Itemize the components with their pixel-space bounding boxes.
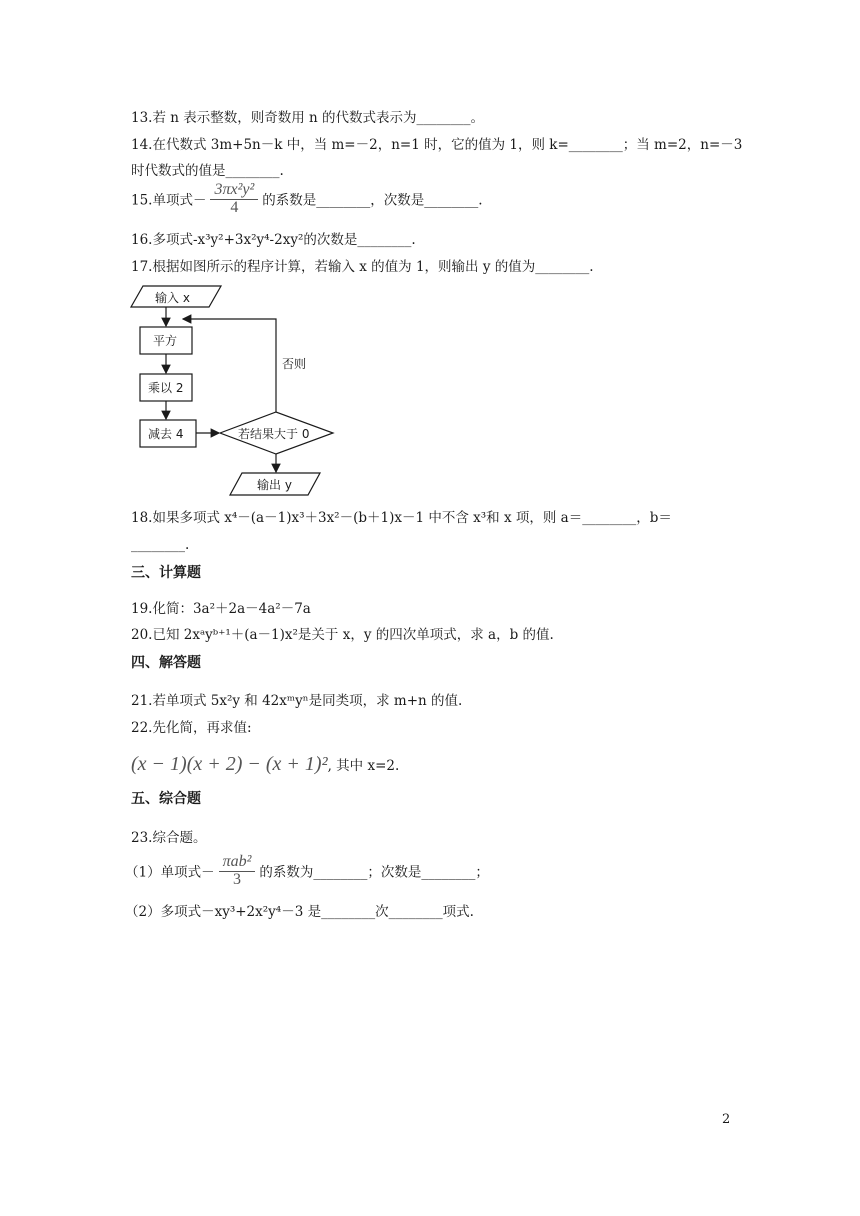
- question-21: 21.若单项式 5x²y 和 42xᵐyⁿ是同类项，求 m+n 的值.: [131, 693, 463, 709]
- q15-numerator: 3πx²y²: [214, 181, 255, 198]
- flow-input-label: 输入 x: [155, 291, 190, 305]
- q23-1-fraction: [219, 853, 256, 888]
- question-17: 17.根据如图所示的程序计算，若输入 x 的值为 1，则输出 y 的值为________.: [131, 259, 594, 275]
- question-18-line2: ________.: [131, 537, 190, 553]
- section-heading-calculation: 三、计算题: [131, 565, 201, 581]
- q23-1-denominator: 3: [219, 871, 256, 888]
- question-13: 13.若 n 表示整数，则奇数用 n 的代数式表示为________。: [131, 110, 485, 126]
- question-18-line1: 18.如果多项式 x⁴－(a－1)x³＋3x²－(b＋1)x－1 中不含 x³和 x 项，则 a＝________，b＝: [131, 510, 672, 526]
- q22-math-expression: (x − 1)(x + 2) − (x + 1)²: [131, 753, 328, 775]
- q23-1-numerator: πab²: [222, 853, 252, 870]
- question-22: 22.先化简，再求值:: [131, 720, 252, 736]
- q23-1-prefix: （1）单项式－: [125, 864, 215, 881]
- question-19: 19.化简：3a²＋2a－4a²－7a: [131, 601, 311, 617]
- question-14-line1: 14.在代数式 3m+5n－k 中，当 m=－2，n=1 时，它的值为 1，则 k=________；当 m=2，n=－3: [131, 137, 743, 153]
- question-22-expression: [131, 752, 399, 778]
- program-flowchart: [125, 282, 345, 500]
- flow-else-label: 否则: [282, 357, 307, 371]
- question-23-part2: （2）多项式－xy³+2x²y⁴－3 是________次________项式.: [125, 904, 474, 920]
- q23-1-suffix: 的系数为________；次数是________；: [259, 864, 489, 881]
- flow-minus4-label: 减去 4: [148, 427, 184, 441]
- question-23: 23.综合题。: [131, 830, 207, 846]
- question-23-part1: [125, 853, 489, 888]
- flow-output-label: 输出 y: [257, 478, 292, 492]
- flow-square-label: 平方: [153, 334, 178, 348]
- question-14-line2: 时代数式的值是________.: [131, 163, 284, 179]
- flow-times2-label: 乘以 2: [148, 381, 184, 395]
- question-15: [131, 181, 483, 216]
- section-heading-comprehensive: 五、综合题: [131, 791, 201, 807]
- q15-denominator: 4: [210, 199, 258, 216]
- question-20: 20.已知 2xᵃyᵇ⁺¹＋(a－1)x²是关于 x，y 的四次单项式，求 a，b 的值.: [131, 627, 554, 643]
- q15-prefix: 15.单项式－: [131, 192, 207, 209]
- page-number: 2: [722, 1112, 731, 1127]
- q15-fraction: [210, 181, 258, 216]
- q15-suffix: 的系数是________，次数是________.: [262, 192, 483, 209]
- section-heading-solution: 四、解答题: [131, 655, 201, 671]
- flow-condition-label: 若结果大于 0: [238, 427, 310, 441]
- q22-condition: , 其中 x=2.: [327, 758, 400, 774]
- question-16: 16.多项式-x³y²+3x²y⁴-2xy²的次数是________.: [131, 232, 416, 248]
